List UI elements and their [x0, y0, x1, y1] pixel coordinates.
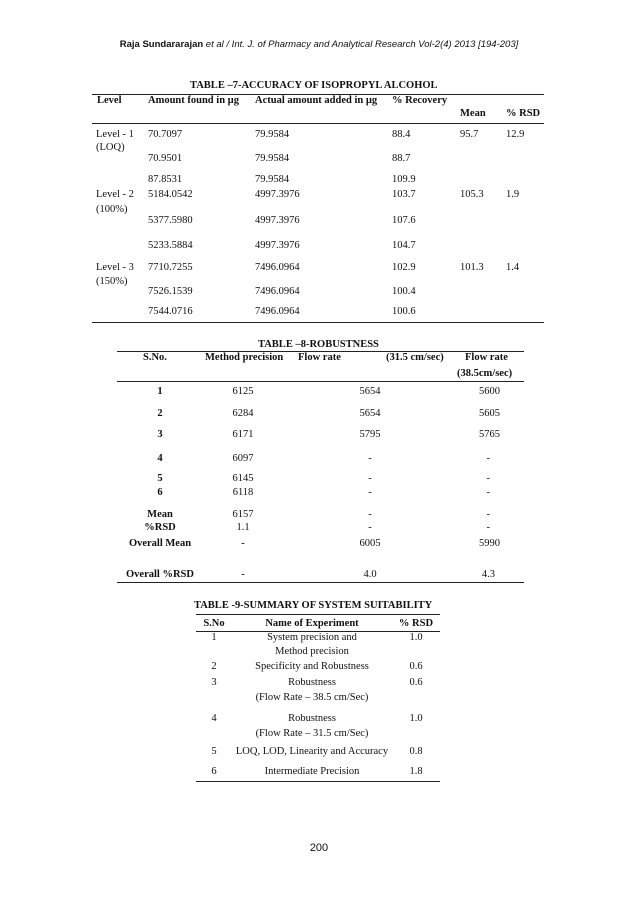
- table-7-rsd: 12.9: [506, 129, 525, 140]
- table-8-cell: 5605: [479, 408, 500, 419]
- table-7-cell: 88.4: [392, 129, 411, 140]
- table-9-name: System precision and: [267, 632, 357, 643]
- table-8-bottom-rule: [117, 582, 524, 583]
- table-8-header-flow2-unit: (38.5cm/sec): [457, 368, 513, 379]
- table-7-header-rule: [92, 123, 544, 124]
- table-9-sno: 1: [211, 632, 217, 643]
- table-7-rsd: 1.9: [506, 189, 520, 200]
- table-8-cell: -: [486, 509, 490, 520]
- table-8-sno: Mean: [147, 509, 173, 520]
- table-9-rsd: 0.6: [409, 661, 423, 672]
- table-9-name-line2: (Flow Rate – 38.5 cm/Sec): [255, 692, 369, 703]
- table-9-rsd: 0.8: [409, 746, 423, 757]
- table-9-header-rsd: % RSD: [398, 618, 434, 629]
- table-8-cell: 5600: [479, 386, 500, 397]
- table-8-cell: 6125: [232, 386, 254, 397]
- table-8-cell: 5654: [359, 386, 381, 397]
- table-8-cell: 6157: [232, 509, 254, 520]
- table-7-cell: 88.7: [392, 153, 411, 164]
- table-7-level-sub: (150%): [96, 276, 128, 287]
- table-9-name-line2: Method precision: [275, 646, 349, 657]
- table-8-cell: 1.1: [236, 522, 250, 533]
- table-9-name: Specificity and Robustness: [255, 661, 369, 672]
- table-8-cell: -: [241, 569, 245, 580]
- table-7-header-rsd: % RSD: [506, 108, 541, 119]
- table-7-cell: 5184.0542: [148, 189, 193, 200]
- table-7-cell: 70.9501: [148, 153, 183, 164]
- table-7-cell: 5377.5980: [148, 215, 193, 226]
- table-8-cell: 6097: [232, 453, 254, 464]
- table-7-header-mean: Mean: [460, 108, 486, 119]
- table-8-header-sno: S.No.: [143, 352, 167, 363]
- table-9-sno: 3: [211, 677, 217, 688]
- table-9-sno: 4: [211, 713, 217, 724]
- table-7-cell: 4997.3976: [255, 215, 300, 226]
- table-9-top-rule: [196, 614, 440, 615]
- table-7-mean: 95.7: [460, 129, 479, 140]
- table-7-mean: 101.3: [460, 262, 484, 273]
- table-7-cell: 5233.5884: [148, 240, 193, 251]
- table-8-cell: -: [368, 473, 372, 484]
- table-7-cell: 7496.0964: [255, 262, 300, 273]
- table-8-cell: -: [486, 487, 490, 498]
- table-8-cell: 6171: [232, 429, 254, 440]
- table-8-header-flow1-unit: (31.5 cm/sec): [386, 352, 444, 363]
- table-7-cell: 7496.0964: [255, 286, 300, 297]
- table-7-cell: 103.7: [392, 189, 416, 200]
- table-7-cell: 7526.1539: [148, 286, 193, 297]
- table-8-cell: 5765: [479, 429, 500, 440]
- table-8-cell: 5990: [479, 538, 500, 549]
- table-8-sno: 3: [157, 429, 163, 440]
- table-7-cell: 79.9584: [255, 129, 290, 140]
- table-7-level-sub: (100%): [96, 204, 128, 215]
- table-7-header-recovery: % Recovery: [392, 95, 448, 106]
- table-9-name: LOQ, LOD, Linearity and Accuracy: [235, 746, 389, 757]
- table-8-cell: -: [368, 509, 372, 520]
- table-9-name: Robustness: [288, 677, 336, 688]
- table-8-header-method: Method precision: [205, 352, 284, 363]
- table-7-level: Level - 1: [96, 129, 134, 140]
- table-8-sno: %RSD: [144, 522, 176, 533]
- table-7-cell: 4997.3976: [255, 240, 300, 251]
- table-9-header-sno: S.No: [203, 618, 225, 629]
- table-8-sno: 4: [157, 453, 163, 464]
- table-8-cell: 5654: [359, 408, 381, 419]
- table-8-sno: Overall Mean: [128, 538, 192, 549]
- table-8-sno: 6: [157, 487, 163, 498]
- header-citation: et al / Int. J. of Pharmacy and Analytical Research Vol-2(4) 2013 [194-203]: [203, 39, 519, 50]
- running-header: [0, 39, 638, 50]
- table-9-rsd: 0.6: [409, 677, 423, 688]
- table-9-sno: 2: [211, 661, 217, 672]
- table-7-cell: 102.9: [392, 262, 416, 273]
- table-8-cell: -: [486, 453, 490, 464]
- table-7-cell: 104.7: [392, 240, 416, 251]
- table-9-title: TABLE -9-SUMMARY OF SYSTEM SUITABILITY: [194, 600, 433, 611]
- table-9-name: Robustness: [288, 713, 336, 724]
- table-8-cell: -: [241, 538, 245, 549]
- table-7-cell: 7496.0964: [255, 306, 300, 317]
- table-9-sno: 5: [211, 746, 217, 757]
- table-8-cell: -: [368, 453, 372, 464]
- table-7-level-sub: (LOQ): [96, 142, 125, 153]
- table-7-header-found: Amount found in µg: [148, 95, 239, 106]
- table-8-cell: -: [486, 473, 490, 484]
- table-8-cell: 4.3: [481, 569, 495, 580]
- table-8-cell: -: [368, 522, 372, 533]
- table-8-sno: Overall %RSD: [126, 569, 194, 580]
- table-9-rsd: 1.8: [409, 766, 423, 777]
- header-author: Raja Sundararajan: [119, 39, 204, 50]
- table-7-title: TABLE –7-ACCURACY OF ISOPROPYL ALCOHOL: [190, 80, 438, 91]
- table-7-cell: 79.9584: [255, 174, 290, 185]
- table-9-name: Intermediate Precision: [264, 766, 360, 777]
- table-8-cell: 4.0: [363, 569, 377, 580]
- table-7-rsd: 1.4: [506, 262, 520, 273]
- table-9-rsd: 1.0: [409, 713, 423, 724]
- table-8-header-flow1: Flow rate: [298, 352, 341, 363]
- table-8-cell: -: [486, 522, 490, 533]
- table-7-cell: 100.4: [392, 286, 416, 297]
- table-7-cell: 79.9584: [255, 153, 290, 164]
- table-8-sno: 5: [157, 473, 163, 484]
- table-8-cell: 6145: [232, 473, 254, 484]
- table-8-sno: 2: [157, 408, 163, 419]
- table-9-sno: 6: [211, 766, 217, 777]
- table-7-level: Level - 3: [96, 262, 134, 273]
- table-8-title: TABLE –8-ROBUSTNESS: [258, 339, 379, 350]
- table-7-header-added: Actual amount added in µg: [255, 95, 378, 106]
- table-8-cell: 6118: [232, 487, 254, 498]
- table-7-level: Level - 2: [96, 189, 134, 200]
- table-7-cell: 70.7097: [148, 129, 183, 140]
- table-7-cell: 7544.0716: [148, 306, 193, 317]
- table-7-header-level: Level: [97, 95, 122, 106]
- table-7-cell: 107.6: [392, 215, 416, 226]
- table-7-cell: 100.6: [392, 306, 416, 317]
- table-7-cell: 87.8531: [148, 174, 183, 185]
- table-8-header-rule: [117, 381, 524, 382]
- table-8-cell: 6284: [232, 408, 254, 419]
- table-7-mean: 105.3: [460, 189, 484, 200]
- table-8-cell: -: [368, 487, 372, 498]
- table-8-sno: 1: [157, 386, 163, 397]
- table-7-cell: 109.9: [392, 174, 416, 185]
- table-8-header-flow2: Flow rate: [465, 352, 508, 363]
- page-number: 200: [309, 842, 329, 854]
- table-7-bottom-rule: [92, 322, 544, 323]
- table-9-bottom-rule: [196, 781, 440, 782]
- table-7-cell: 4997.3976: [255, 189, 300, 200]
- table-9-name-line2: (Flow Rate – 31.5 cm/Sec): [255, 728, 369, 739]
- table-9-rsd: 1.0: [409, 632, 423, 643]
- table-9-header-name: Name of Experiment: [265, 618, 359, 629]
- table-8-cell: 5795: [359, 429, 381, 440]
- table-8-cell: 6005: [359, 538, 381, 549]
- table-7-cell: 7710.7255: [148, 262, 193, 273]
